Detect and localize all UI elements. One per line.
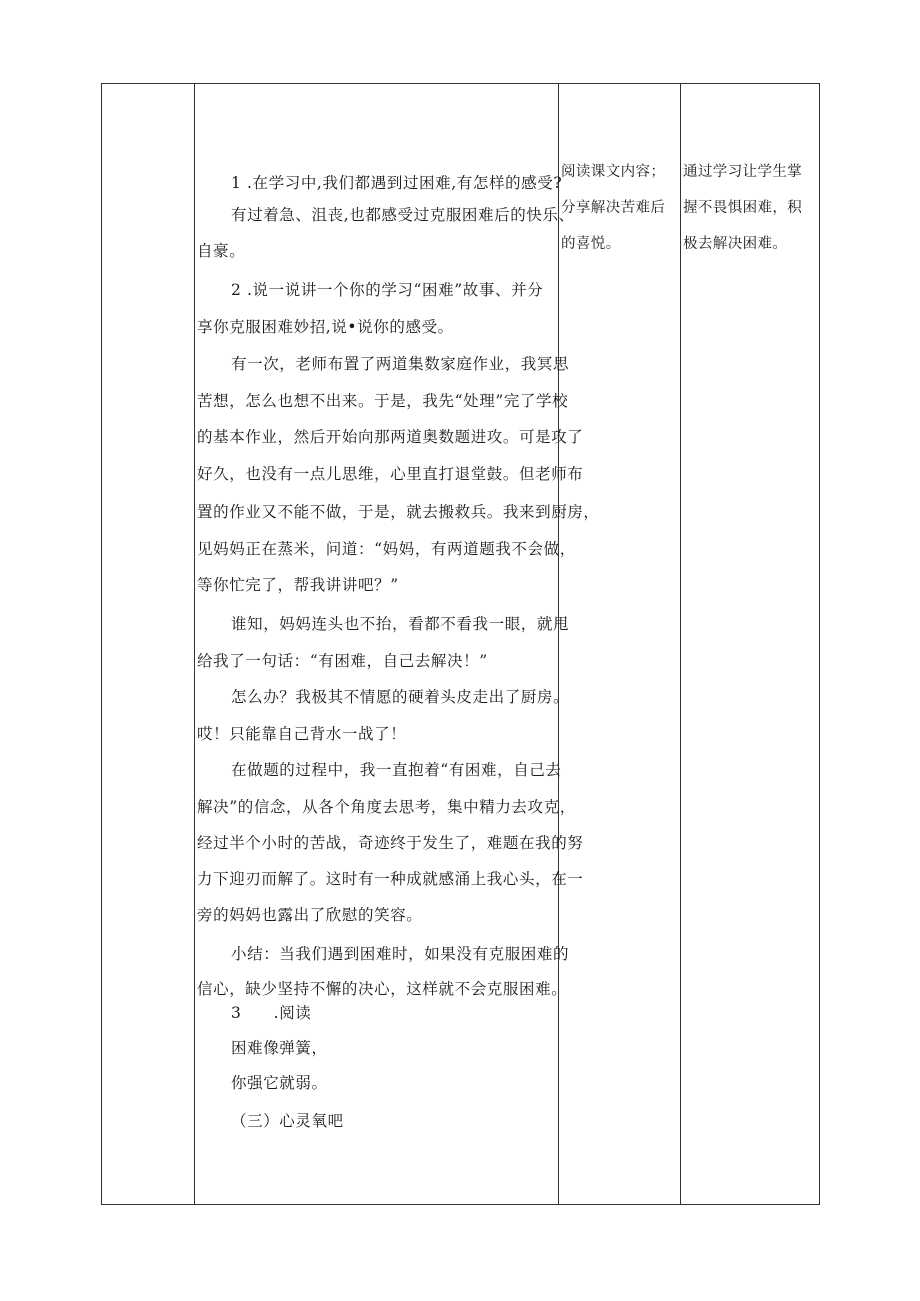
- paragraph-line: 经过半个小时的苦战，奇迹终于发生了，难题在我的努: [197, 834, 584, 852]
- paragraph-line: 置的作业又不能不做，于是，就去搬救兵。我来到厨房，: [197, 503, 600, 521]
- objective-line: 握不畏惧困难，积: [683, 200, 803, 216]
- activity-line: 分享解决苦难后: [561, 200, 666, 216]
- paragraph-line: 1 .在学习中,我们都遇到过困难,有怎样的感受?: [231, 174, 563, 192]
- paragraph-line: 怎么办？我极其不情愿的硬着头皮走出了厨房。: [231, 688, 570, 706]
- paragraph-line: 困难像弹簧，: [231, 1039, 328, 1057]
- activity-column: [559, 84, 679, 1204]
- paragraph-line: 在做题的过程中，我一直抱着“有困难，自己去: [231, 761, 562, 779]
- activity-line: 的喜悦。: [561, 236, 621, 252]
- paragraph-line: 信心，缺少坚持不懈的决心，这样就不会克服困难。: [197, 980, 568, 998]
- paragraph-line: 哎！只能靠自己背水一战了！: [197, 725, 407, 743]
- objective-column: [681, 84, 820, 1204]
- paragraph-line: 自豪。: [197, 242, 246, 260]
- paragraph-line: （三）心灵氧吧: [231, 1112, 344, 1130]
- paragraph-line: 2 .说一说讲一个你的学习“困难”故事、并分: [231, 281, 544, 299]
- paragraph-line: 有过着急、沮丧,也都感受过克服困难后的快乐、: [231, 206, 575, 224]
- paragraph-line: 解决”的信念，从各个角度去思考，集中精力去攻克，: [197, 798, 576, 816]
- objective-line: 极去解决困难。: [683, 236, 788, 252]
- paragraph-line: 好久，也没有一点儿思维，心里直打退堂鼓。但老师布: [197, 465, 584, 483]
- paragraph-line: 苦想，怎么也想不出来。于是，我先“处理”完了学校: [197, 392, 569, 410]
- paragraph-line: 给我了一句话：“有困难，自己去解决！”: [197, 652, 488, 670]
- lesson-table: [101, 83, 820, 1205]
- paragraph-line: 有一次，老师布置了两道集数家庭作业，我冥思: [231, 355, 570, 373]
- paragraph-line: 见妈妈正在蒸米，问道：“妈妈，有两道题我不会做，: [197, 540, 576, 558]
- paragraph-line: 等你忙完了，帮我讲讲吧？”: [197, 576, 399, 594]
- paragraph-line: 小结：当我们遇到困难时，如果没有克服困难的: [231, 945, 570, 963]
- activity-line: 阅读课文内容；: [561, 164, 666, 180]
- paragraph-line: 的基本作业，然后开始向那两道奥数题进攻。可是攻了: [197, 428, 584, 446]
- objective-line: 通过学习让学生掌: [683, 164, 803, 180]
- paragraph-line: 享你克服困难妙招,说•说你的感受。: [197, 318, 454, 336]
- paragraph-line: 力下迎刃而解了。这时有一种成就感涌上我心头，在一: [197, 870, 584, 888]
- paragraph-line: 旁的妈妈也露出了欣慰的笑容。: [197, 906, 423, 924]
- paragraph-line: 你强它就弱。: [231, 1074, 328, 1092]
- paragraph-line: 谁知，妈妈连头也不抬，看都不看我一眼，就甩: [231, 615, 570, 633]
- paragraph-line: 3 .阅读: [231, 1004, 312, 1022]
